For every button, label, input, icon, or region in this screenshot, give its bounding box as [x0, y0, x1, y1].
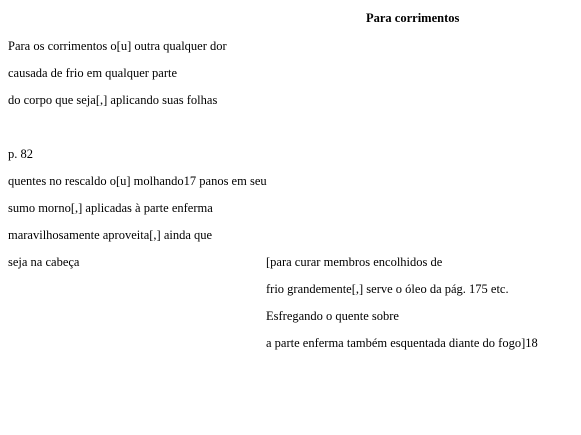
marginal-note-line: Esfregando o quente sobre [266, 309, 399, 323]
section-heading: Para corrimentos [366, 11, 460, 25]
text-line: causada de frio em qualquer parte [8, 66, 178, 80]
marginal-note-line: [para curar membros encolhidos de [266, 255, 443, 269]
text-line: seja na cabeça [8, 255, 80, 269]
text-line: maravilhosamente aproveita[,] ainda que [8, 228, 213, 242]
marginal-note-line: frio grandemente[,] serve o óleo da pág. 175 etc. [266, 282, 509, 296]
page-number: p. 82 [8, 147, 33, 161]
text-line: do corpo que seja[,] aplicando suas folhas [8, 93, 218, 107]
text-line: Para os corrimentos o[u] outra qualquer dor [8, 39, 227, 53]
marginal-note-line: a parte enferma também esquentada diante do fogo]18 [266, 336, 538, 350]
text-line: sumo morno[,] aplicadas à parte enferma [8, 201, 213, 215]
text-line: quentes no rescaldo o[u] molhando17 panos em seu [8, 174, 267, 188]
